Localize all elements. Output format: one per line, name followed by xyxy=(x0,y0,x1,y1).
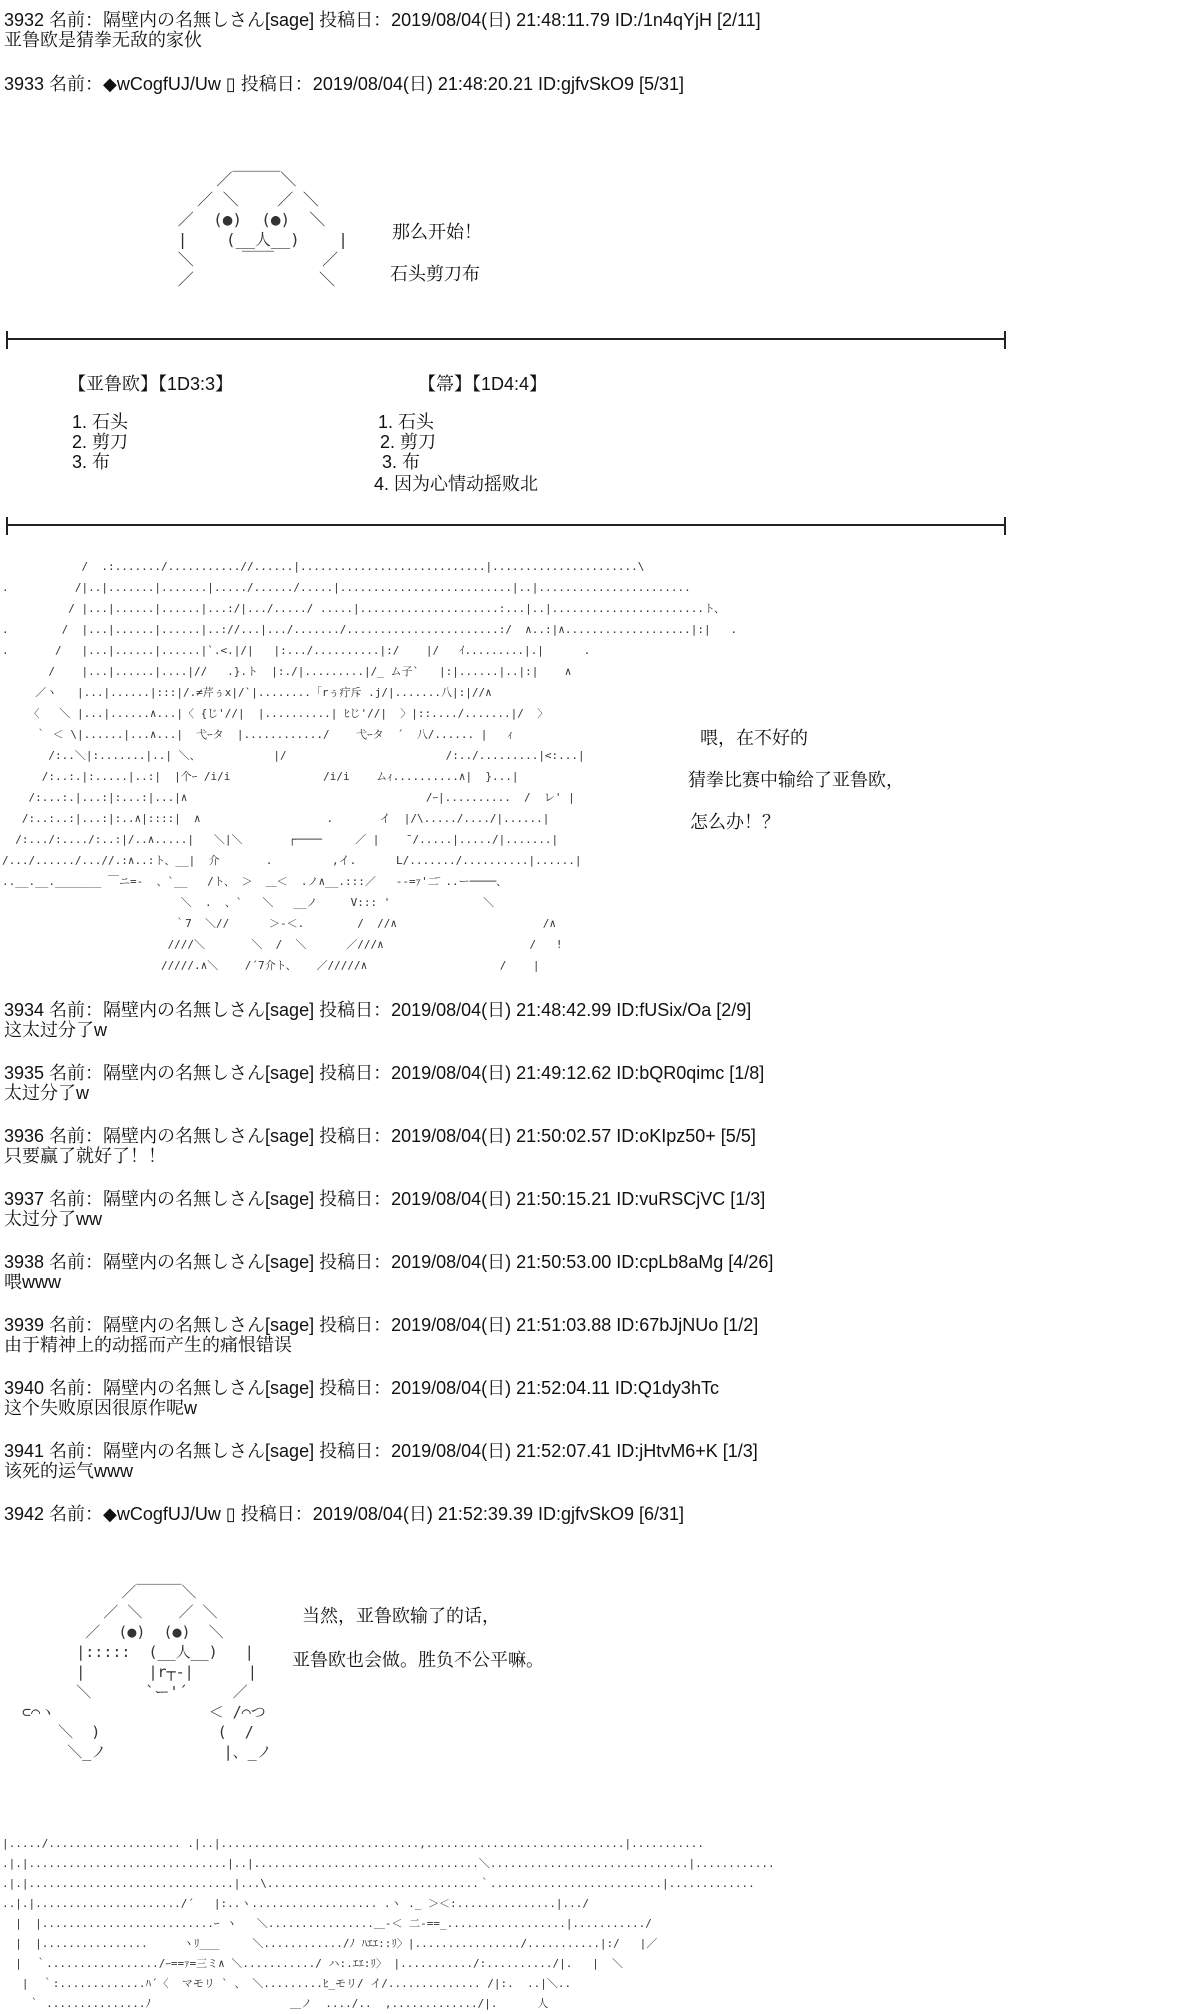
speech-line: 石头剪刀布 xyxy=(390,264,480,284)
dice-right-title: 【箒】【1D4:4】 xyxy=(418,374,548,394)
post-body: 这太过分了w xyxy=(4,1020,107,1040)
post-body: 太过分了w xyxy=(4,1083,89,1103)
dice-left-title: 【亚鲁欧】【1D3:3】 xyxy=(68,374,234,394)
ascii-face-yaruo: ／￣￣￣＼ ／ ＼ ／ ＼ ／ (●) (●) ＼ |::::: (__人__) | | |r┬-| | ＼ `ー'´ ／ ⊂⌒ヽ ＜ /⌒つ ＼ ) ( / ＼_ノ |、_ノ xyxy=(22,1583,272,1761)
post-body: 这个失败原因很原作呢w xyxy=(4,1398,197,1418)
speech-line: 猜拳比赛中输给了亚鲁欧， xyxy=(688,770,904,790)
dice-left-item: 1. 石头 xyxy=(72,412,129,432)
post-3933 xyxy=(4,74,684,94)
divider-line xyxy=(6,524,1006,526)
post-3936 xyxy=(4,1126,756,1166)
post-header: 3942 名前：◆wCogfUJ/Uw ▯ 投稿日：2019/08/04(日) 21:52:39.39 ID:gjfvSkO9 [6/31] xyxy=(4,1504,685,1524)
dice-right-item: 4. 因为心情动摇败北 xyxy=(374,474,539,494)
post-header: 3935 名前：隔壁内の名無しさん[sage] 投稿日：2019/08/04(日) 21:49:12.62 ID:bQR0qimc [1/8] xyxy=(4,1063,765,1083)
dice-left-item: 2. 剪刀 xyxy=(72,432,129,452)
post-3938 xyxy=(4,1252,773,1292)
post-header: 3937 名前：隔壁内の名無しさん[sage] 投稿日：2019/08/04(日) 21:50:15.21 ID:vuRSCjVC [1/3] xyxy=(4,1189,766,1209)
speech-line: 怎么办！？ xyxy=(690,812,780,832)
post-body: 该死的运气www xyxy=(4,1461,133,1481)
post-header: 3936 名前：隔壁内の名無しさん[sage] 投稿日：2019/08/04(日) 21:50:02.57 ID:oKIpz50+ [5/5] xyxy=(4,1126,756,1146)
post-3939 xyxy=(4,1315,758,1355)
divider-line xyxy=(6,338,1006,340)
post-header: 3934 名前：隔壁内の名無しさん[sage] 投稿日：2019/08/04(日) 21:48:42.99 ID:fUSix/Oa [2/9] xyxy=(4,1000,752,1020)
post-3941 xyxy=(4,1441,758,1481)
post-body: 亚鲁欧是猜拳无敌的家伙 xyxy=(4,30,202,50)
dice-left-item: 3. 布 xyxy=(72,452,111,472)
dice-right-item: 2. 剪刀 xyxy=(380,432,437,452)
speech-line: 当然，亚鲁欧输了的话， xyxy=(302,1606,500,1626)
dice-right-item: 3. 布 xyxy=(382,452,421,472)
post-3942 xyxy=(4,1504,684,1524)
ascii-art-character: |...../.................... .|..|..............................‚..............................|........... .|.|..............................|..|..................................＼..............................|............ .|.|...............................|...\................................｀..........................|............. ..|.|....................../´ |:..ヽ................... .ヽ ._ ＞＜:...............|.../ | |..........................ｰ ヽ ＼................＿-＜ 二-==_..................|.........../ | |................ ヽﾘ___ ＼............/ﾉ ﾊｴｴ::ﾘ〉|................/...........|:/ |／ | ｀................./ｰ==ｧ=三ミ∧ ＼.........../ ハ:.ｴｴ:ﾘ〉 |.........../:........../|. | ＼ | ｀:.............ﾊ´〈 マモリ ` 、 ＼.........ﾋ_モリ/ イ/.............. /|:. ..|＼.. ｀ ...............ﾉ ＿ノ ..../.. ‚............./|. 人 xyxy=(2,1837,775,2010)
post-3937 xyxy=(4,1189,765,1229)
speech-line: 那么开始！ xyxy=(392,222,482,242)
post-header: 3940 名前：隔壁内の名無しさん[sage] 投稿日：2019/08/04(日) 21:52:04.11 ID:Q1dy3hTc xyxy=(4,1378,719,1398)
speech-line: 喂，在不好的 xyxy=(700,728,808,748)
ascii-art-character: / .:......./...........//......|............................|......................\ . /|..|.......|.......|...../....../.....|..........................|..|....................... / |...|......|......|...:/|.../...../ .....|.....................:...|..|.......................ト、 . / |...|......|......|..://...|.../......./.......................:/ ∧..:|∧...................|:| . . / |...|......|......|`.<.|/| |:.../..........|:/ |/ ｲ.........|.| . / |...|......|....|// .}.ト |:./|.........|/_ ム子` |:|......|..|:| ∧ ／ヽ |...|......|:::|/.≠芹ぅx|/`|........「rぅ疔斥 .j/|.......八|:|//∧ 〈 ＼ |...|......∧...|〈 {じ'//| |..........| ﾋじ'//| 〉|::..../.......|/ 〉 ｀ ＜ \|......|...∧...| 弋ｰタ |............/ 弋ｰタ ´ 八/...... | ｨ /:..＼|:.......|..| ＼、 |/ /:../.........|<:...| /:..:.|:.....|..:| |个ｰ /i/i /i/i ムｨ..........∧| }...| /:...:.|...:|:...:|...|∧ /ｰ|.......... / レ' | /:..:..:|...:|:..∧|::::| ∧ . イ |/\...../..../|......| /:.../:..../:..:|/..∧.....| ＼|＼ ┌──── ／ | ̄ /.....|...../|.......| /.../....../...//.:∧..:ト、__| 介 . ,イ. L/......./..........|......| ..__.__._______ ￣ニ=- 、`__ /ト、 ＞ ＿＜ .ノ∧__.:::／ --=ｧ'二̄ ..ー────、 ＼ . 、` ＼ __ノ V::: ' ＼ ｀7 ＼// ＞-＜. / //∧ /∧ ////＼ ＼ / ＼ ／///∧ / ! /////.∧＼ /´7介ト、 ／/////∧ / | xyxy=(2,560,738,972)
post-header: 3932 名前：隔壁内の名無しさん[sage] 投稿日：2019/08/04(日) 21:48:11.79 ID:/1n4qYjH [2/11] xyxy=(4,10,761,30)
dice-right-item: 1. 石头 xyxy=(378,412,435,432)
post-header: 3941 名前：隔壁内の名無しさん[sage] 投稿日：2019/08/04(日) 21:52:07.41 ID:jHtvM6+K [1/3] xyxy=(4,1441,758,1461)
post-3940 xyxy=(4,1378,719,1418)
post-3935 xyxy=(4,1063,764,1103)
post-body: 只要赢了就好了！！ xyxy=(4,1146,166,1166)
post-header: 3939 名前：隔壁内の名無しさん[sage] 投稿日：2019/08/04(日) 21:51:03.88 ID:67bJjNUo [1/2] xyxy=(4,1315,759,1335)
post-body: 喂www xyxy=(4,1272,61,1292)
post-header: 3933 名前：◆wCogfUJ/Uw ▯ 投稿日：2019/08/04(日) 21:48:20.21 ID:gjfvSkO9 [5/31] xyxy=(4,74,685,94)
post-body: 太过分了ww xyxy=(4,1209,102,1229)
ascii-face-yaruo: ／￣￣￣＼ ／ ＼ ／ ＼ ／ (●) (●) ＼ | (__人__) | ＼ ￣￣ ／ ／ ＼ xyxy=(177,170,348,289)
post-body: 由于精神上的动摇而产生的痛恨错误 xyxy=(4,1335,292,1355)
speech-line: 亚鲁欧也会做。胜负不公平嘛。 xyxy=(292,1650,544,1670)
post-3934 xyxy=(4,1000,751,1040)
post-header: 3938 名前：隔壁内の名無しさん[sage] 投稿日：2019/08/04(日) 21:50:53.00 ID:cpLb8aMg [4/26] xyxy=(4,1252,774,1272)
post-3932 xyxy=(4,10,761,50)
